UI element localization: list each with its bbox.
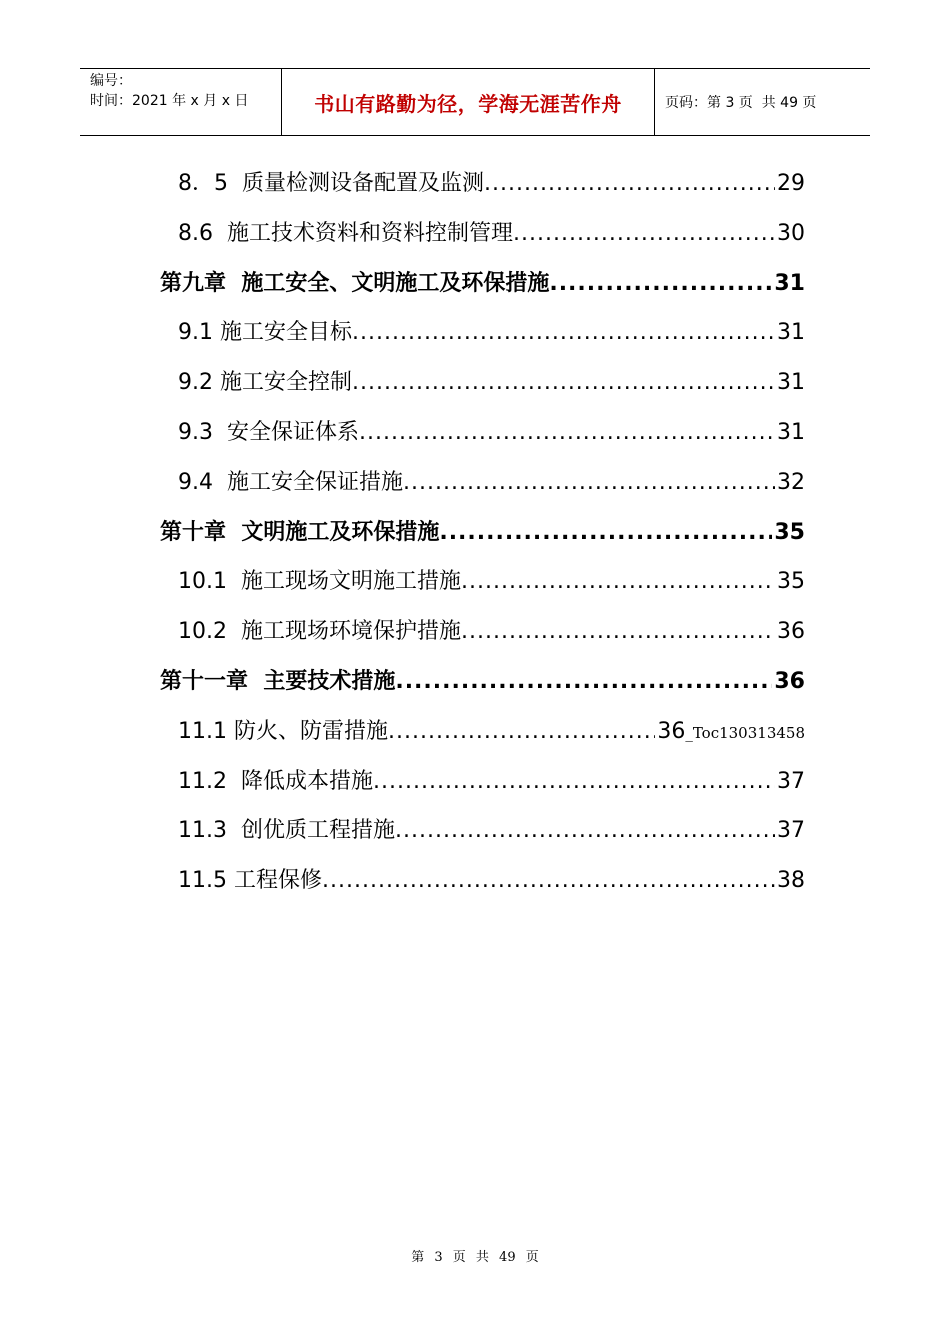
toc-section-entry[interactable] [178, 317, 805, 349]
toc-entry-number: 10.1 [178, 569, 241, 594]
toc-entry-title: 施工现场环境保护措施 [240, 619, 461, 644]
toc-entry-page: 38 [777, 868, 805, 893]
time-label: 时间：2021 年 x 月 x 日 [90, 93, 249, 109]
toc-entry-page: 30 [777, 221, 805, 246]
header-meta [80, 69, 282, 135]
toc-entry-title: 安全保证体系 [226, 420, 359, 445]
toc-section-entry[interactable] [178, 716, 805, 748]
toc-entry-number: 11.1 [178, 719, 234, 744]
toc-entry-number: 8.6 [178, 221, 227, 246]
page-header [80, 68, 870, 136]
toc-entry-number: 9.2 [178, 370, 220, 395]
toc-entry-title: 主要技术措施 [263, 669, 396, 694]
page-footer: 第 3 页 共 49 页 [411, 1250, 539, 1265]
toc-entry-page: 36 [774, 669, 805, 694]
toc-section-entry[interactable] [178, 218, 805, 250]
toc-entry-title: 施工现场文明施工措施 [240, 569, 461, 594]
toc-entry-number: 11.5 [178, 868, 234, 893]
toc-entry-page: 31 [777, 320, 805, 345]
toc-section-entry[interactable] [178, 766, 805, 798]
toc-dot-leader [352, 367, 775, 399]
toc-entry-page: 37 [777, 818, 805, 843]
toc-dot-leader [461, 616, 775, 648]
toc-entry-title: 文明施工及环保措施 [241, 520, 440, 545]
header-motto-cell [282, 69, 655, 135]
page-info: 页码：第 3 页 共 49 页 [665, 95, 817, 111]
toc-entry-title: 施工安全目标 [219, 320, 352, 345]
toc-section-entry[interactable] [178, 865, 805, 897]
toc-section-entry[interactable] [178, 616, 805, 648]
toc-dot-leader [395, 815, 775, 847]
toc-entry-title: 质量检测设备配置及监测 [241, 171, 484, 196]
toc-entry-page: 31 [774, 271, 805, 296]
toc-entry-number: 11.3 [178, 818, 241, 843]
toc-dot-leader [461, 566, 775, 598]
toc-entry-number: 第十章 [160, 520, 242, 545]
toc-entry-number: 第十一章 [160, 669, 264, 694]
toc-entry-title: 防火、防雷措施 [233, 719, 388, 744]
toc-section-entry[interactable] [178, 566, 805, 598]
toc-dot-leader [549, 268, 772, 300]
toc-section-entry[interactable] [178, 417, 805, 449]
toc-chapter-entry[interactable] [160, 666, 805, 698]
toc-entry-title: 创优质工程措施 [240, 818, 395, 843]
toc-dot-leader [352, 317, 775, 349]
toc-entry-page: 36 [657, 719, 686, 744]
toc-entry-page: 35 [774, 520, 805, 545]
toc-entry-number: 第九章 [160, 271, 242, 296]
toc-entry-number: 11.2 [178, 769, 241, 794]
toc-entry-number: 9.1 [178, 320, 220, 345]
toc-entry-number: 9.4 [178, 470, 227, 495]
toc-entry-title: 施工安全、文明施工及环保措施 [241, 271, 550, 296]
toc-entry-page: 29 [777, 171, 805, 196]
toc-entry-page: 37 [777, 769, 805, 794]
toc-section-entry[interactable] [178, 367, 805, 399]
toc-entry-title: 施工安全控制 [219, 370, 352, 395]
toc-dot-leader [388, 716, 655, 748]
toc-dot-leader [439, 517, 772, 549]
toc-entry-page: 31 [777, 370, 805, 395]
toc-dot-leader [484, 168, 775, 200]
toc-dot-leader [322, 865, 775, 897]
toc-entry-page: 36 [777, 619, 805, 644]
toc-section-entry[interactable] [178, 467, 805, 499]
toc-entry-title: 施工安全保证措施 [226, 470, 403, 495]
toc-entry-title: 降低成本措施 [240, 769, 373, 794]
toc-entry-number: 9.3 [178, 420, 227, 445]
toc-entry-page: 32 [777, 470, 805, 495]
toc-bookmark-code: _Toc130313458 [685, 724, 805, 742]
motto-text: 书山有路勤为径，学海无涯苦作舟 [314, 91, 622, 116]
toc-dot-leader [395, 666, 772, 698]
toc-entry-page: 31 [777, 420, 805, 445]
header-page-info-cell [655, 69, 870, 135]
toc-chapter-entry[interactable] [160, 517, 805, 549]
toc-entry-title: 施工技术资料和资料控制管理 [226, 221, 513, 246]
toc-entry-page: 35 [777, 569, 805, 594]
toc-entry-number: 10.2 [178, 619, 241, 644]
toc-entry-title: 工程保修 [233, 868, 322, 893]
toc-section-entry[interactable] [178, 168, 805, 200]
toc-entry-number: 8．5 [178, 171, 242, 196]
toc-dot-leader [403, 467, 775, 499]
toc-dot-leader [359, 417, 775, 449]
toc-chapter-entry[interactable] [160, 268, 805, 300]
number-label: 编号： [90, 73, 132, 89]
toc-section-entry[interactable] [178, 815, 805, 847]
toc-dot-leader [373, 766, 775, 798]
toc-dot-leader [513, 218, 775, 250]
